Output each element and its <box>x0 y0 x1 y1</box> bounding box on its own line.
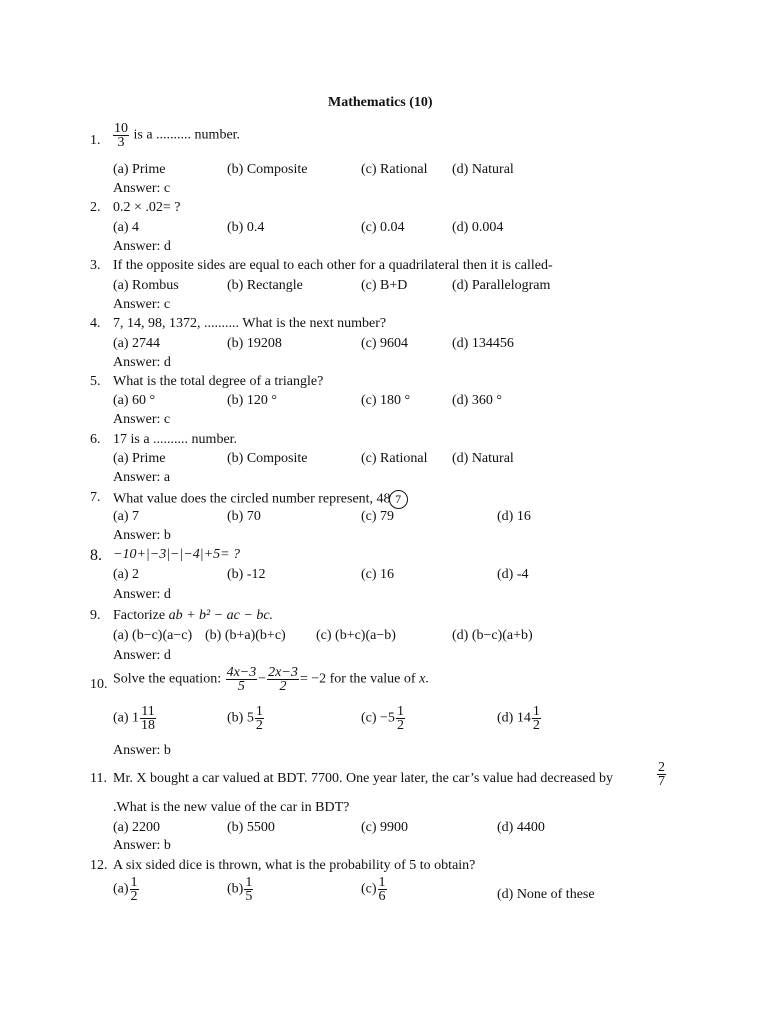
answer: Answer: d <box>113 355 171 370</box>
option-c: (c) Rational <box>361 451 428 466</box>
option-a: (a) 1 $\frac{11}{18}$ <box>113 704 156 733</box>
option-b: (b) 120 ° <box>227 393 277 408</box>
option-d: (d) 14 $\frac{1}{2}$ <box>497 704 540 733</box>
fraction: $\frac{1}{6}$ <box>378 875 386 904</box>
answer: Answer: b <box>113 838 171 853</box>
fraction: $\frac{11}{18}$ <box>141 704 156 733</box>
fraction: $\frac{10}{3}$ <box>114 121 128 150</box>
option-d: (d) 134456 <box>452 336 514 351</box>
option-c: (c) $\frac{1}{6}$ <box>361 875 386 904</box>
option-c: (c) 0.04 <box>361 220 405 235</box>
option-a: (a) Rombus <box>113 278 179 293</box>
option-b: (b) 5 $\frac{1}{2}$ <box>227 704 263 733</box>
question-text: Solve the equation: $\frac{4x-3}{5}$ − $\frac{2x-3}{2}$ = −2 for the value of x. <box>113 665 429 694</box>
question-text: 7, 14, 98, 1372, .......... What is the next number? <box>113 316 387 331</box>
question-number: 6. <box>90 432 101 447</box>
option-b: (b) 5500 <box>227 820 275 835</box>
option-d: (d) Natural <box>452 162 514 177</box>
option-d: (d) None of these <box>497 887 595 902</box>
option-a: (a) 2744 <box>113 336 161 351</box>
answer: Answer: d <box>113 239 171 254</box>
option-a: (a) $\frac{1}{2}$ <box>113 875 138 904</box>
fraction: $\frac{1}{5}$ <box>245 875 253 904</box>
option-a: (a) 2200 <box>113 820 161 835</box>
fraction: $\frac{1}{2}$ <box>255 704 263 733</box>
option-d: (d) 360 ° <box>452 393 502 408</box>
fraction: $\frac{1}{2}$ <box>130 875 138 904</box>
answer: Answer: c <box>113 412 171 427</box>
question-text: $\frac{10}{3}$ is a .......... number. <box>114 121 241 150</box>
option-c: (c) 16 <box>361 567 395 582</box>
question-number: 11. <box>90 771 107 786</box>
option-b: (b) 70 <box>227 509 261 524</box>
option-a: (a) 4 <box>113 220 140 235</box>
question-number: 2. <box>90 200 101 215</box>
question-number: 5. <box>90 374 101 389</box>
question-text: A six sided dice is thrown, what is the probability of 5 to obtain? <box>113 858 476 873</box>
fraction: $\frac{1}{2}$ <box>396 704 404 733</box>
question-text: 0.2 × .02= ? <box>113 200 181 215</box>
answer: Answer: b <box>113 528 171 543</box>
page-title: Mathematics (10) <box>328 95 433 110</box>
question-number: 7. <box>90 490 101 505</box>
answer: Answer: d <box>113 648 171 663</box>
option-a: (a) Prime <box>113 451 166 466</box>
question-number: 8. <box>90 547 102 564</box>
option-a: (a) Prime <box>113 162 166 177</box>
option-b: (b) Composite <box>227 451 308 466</box>
option-d: (d) (b−c)(a+b) <box>452 628 533 643</box>
option-c: (c) Rational <box>361 162 428 177</box>
answer: Answer: b <box>113 743 171 758</box>
answer: Answer: d <box>113 587 171 602</box>
option-d: (d) 16 <box>497 509 531 524</box>
option-a: (a) 2 <box>113 567 140 582</box>
option-c: (c) 9900 <box>361 820 409 835</box>
option-c: (c) 180 ° <box>361 393 411 408</box>
fraction: $\frac{2}{7}$ <box>658 760 665 789</box>
option-c: (c) −5 $\frac{1}{2}$ <box>361 704 404 733</box>
option-b: (b) Rectangle <box>227 278 303 293</box>
option-d: (d) 4400 <box>497 820 545 835</box>
option-b: (b) (b+a)(b+c) <box>205 628 286 643</box>
circled-digit: 7 <box>389 490 408 509</box>
fraction: $\frac{1}{2}$ <box>532 704 540 733</box>
option-c: (c) 79 <box>361 509 395 524</box>
option-c: (c) B+D <box>361 278 408 293</box>
option-b: (b) $\frac{1}{5}$ <box>227 875 253 904</box>
option-d: (d) Natural <box>452 451 514 466</box>
fraction: $\frac{2x-3}{2}$ <box>268 665 298 694</box>
option-c: (c) 9604 <box>361 336 409 351</box>
option-a: (a) 60 ° <box>113 393 156 408</box>
fraction: $\frac{4x-3}{5}$ <box>226 665 257 694</box>
option-b: (b) Composite <box>227 162 308 177</box>
question-text: What is the total degree of a triangle? <box>113 374 324 389</box>
answer: Answer: a <box>113 470 171 485</box>
option-d: (d) -4 <box>497 567 529 582</box>
option-d: (d) 0.004 <box>452 220 504 235</box>
question-number: 4. <box>90 316 101 331</box>
question-text: 17 is a .......... number. <box>113 432 238 447</box>
question-number: 1. <box>90 133 101 148</box>
question-number: 9. <box>90 608 101 623</box>
question-number: 10. <box>90 677 108 692</box>
question-text: Factorize ab + b² − ac − bc. <box>113 608 274 623</box>
option-a: (a) (b−c)(a−c) <box>113 628 193 643</box>
answer: Answer: c <box>113 297 171 312</box>
option-b: (b) -12 <box>227 567 266 582</box>
question-text: Mr. X bought a car valued at BDT. 7700. One year later, the car’s value had decreased by <box>113 771 614 786</box>
expression: ab + b² − ac − bc. <box>168 608 274 623</box>
option-b: (b) 19208 <box>227 336 282 351</box>
question-text-continued: .What is the new value of the car in BDT? <box>113 800 350 815</box>
option-c: (c) (b+c)(a−b) <box>316 628 396 643</box>
question-text: If the opposite sides are equal to each other for a quadrilateral then it is called- <box>113 258 553 273</box>
answer: Answer: c <box>113 181 171 196</box>
question-number: 12. <box>90 858 108 873</box>
question-number: 3. <box>90 258 101 273</box>
option-d: (d) Parallelogram <box>452 278 551 293</box>
question-text: −10+|−3|−|−4|+5= ? <box>113 547 241 562</box>
option-b: (b) 0.4 <box>227 220 265 235</box>
question-text: What value does the circled number represent, 48 7 <box>113 490 408 509</box>
option-a: (a) 7 <box>113 509 140 524</box>
